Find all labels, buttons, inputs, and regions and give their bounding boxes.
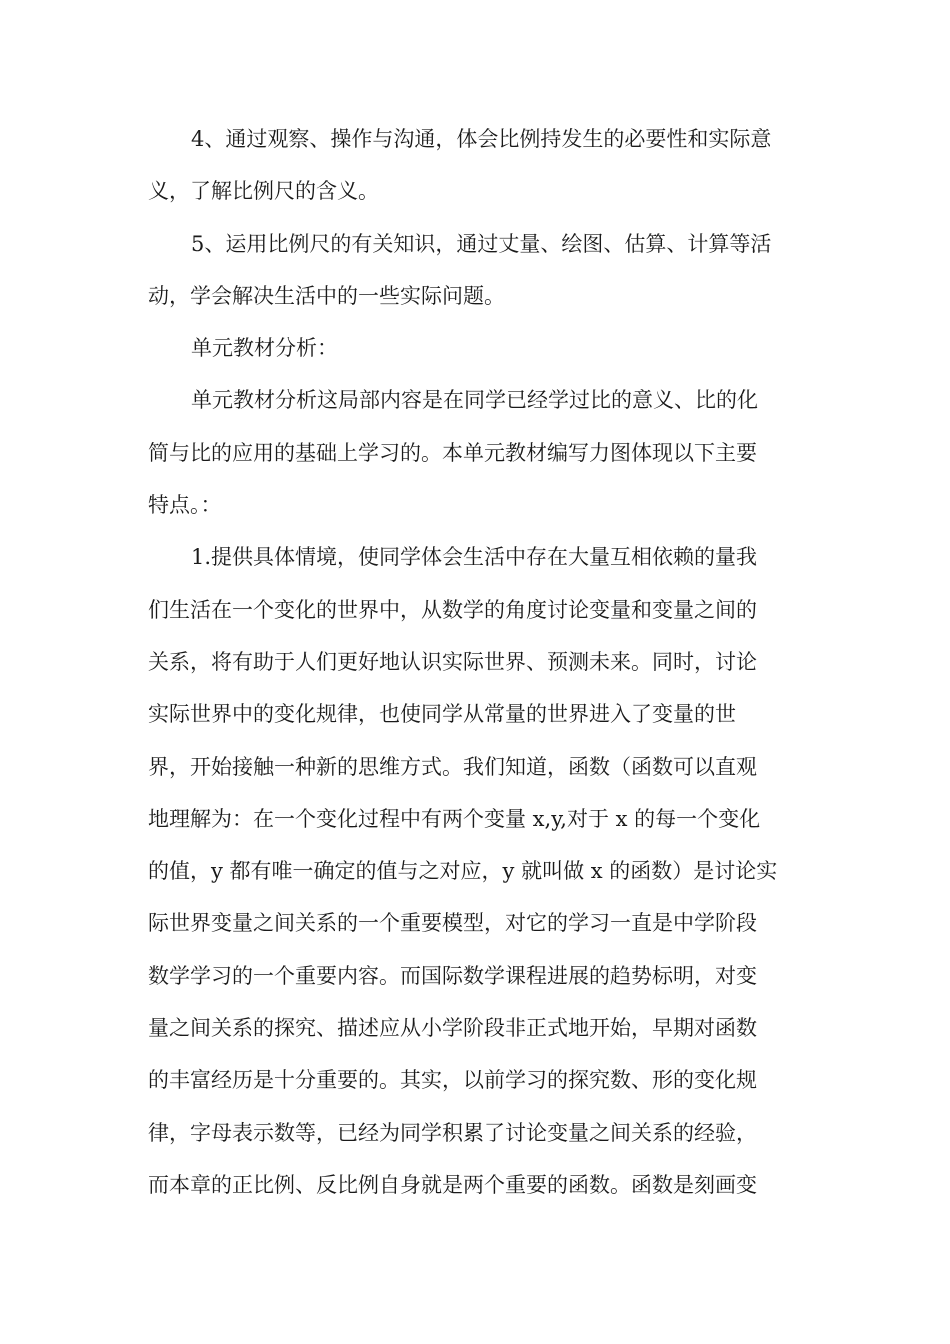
- document-body: [148, 113, 808, 1211]
- paragraph-objective-5: [148, 218, 808, 323]
- section-heading: [148, 322, 808, 374]
- heading-line: 单元教材分析：: [191, 336, 338, 361]
- text-line: 5、运用比例尺的有关知识，通过丈量、绘图、估算、计算等活: [191, 231, 772, 256]
- text-line: 实际世界中的变化规律，也使同学从常量的世界进入了变量的世: [148, 702, 736, 727]
- text-line: 而本章的正比例、反比例自身就是两个重要的函数。函数是刻画变: [148, 1172, 757, 1197]
- paragraph-feature-1: [148, 531, 808, 1211]
- text-line: 简与比的应用的基础上学习的。本单元教材编写力图体现以下主要: [148, 440, 757, 465]
- text-line: 关系，将有助于人们更好地认识实际世界、预测未来。同时，讨论: [148, 649, 757, 674]
- text-line: 义，了解比例尺的含义。: [148, 179, 379, 204]
- paragraph-analysis-intro: [148, 374, 808, 531]
- text-line: 律，字母表示数等，已经为同学积累了讨论变量之间关系的经验，: [148, 1120, 757, 1145]
- text-line: 数学学习的一个重要内容。而国际数学课程进展的趋势标明，对变: [148, 963, 757, 988]
- text-line: 量之间关系的探究、描述应从小学阶段非正式地开始，早期对函数: [148, 1016, 757, 1041]
- text-line: 际世界变量之间关系的一个重要模型，对它的学习一直是中学阶段: [148, 911, 757, 936]
- paragraph-objective-4: [148, 113, 808, 218]
- text-line: 的值，y 都有唯一确定的值与之对应，y 就叫做 x 的函数）是讨论实: [148, 859, 778, 884]
- text-line: 动，学会解决生活中的一些实际问题。: [148, 283, 505, 308]
- text-line: 单元教材分析这局部内容是在同学已经学过比的意义、比的化: [191, 388, 758, 413]
- text-line: 们生活在一个变化的世界中，从数学的角度讨论变量和变量之间的: [148, 597, 757, 622]
- text-line: 4、通过观察、操作与沟通，体会比例持发生的必要性和实际意: [191, 127, 772, 151]
- text-line: 1.提供具体情境，使同学体会生活中存在大量互相依赖的量我: [191, 545, 758, 570]
- text-line: 界，开始接触一种新的思维方式。我们知道，函数（函数可以直观: [148, 754, 757, 779]
- text-line: 的丰富经历是十分重要的。其实，以前学习的探究数、形的变化规: [148, 1068, 757, 1093]
- text-line: 地理解为：在一个变化过程中有两个变量 x,y,对于 x 的每一个变化: [148, 806, 761, 831]
- text-line: 特点。：: [148, 493, 222, 518]
